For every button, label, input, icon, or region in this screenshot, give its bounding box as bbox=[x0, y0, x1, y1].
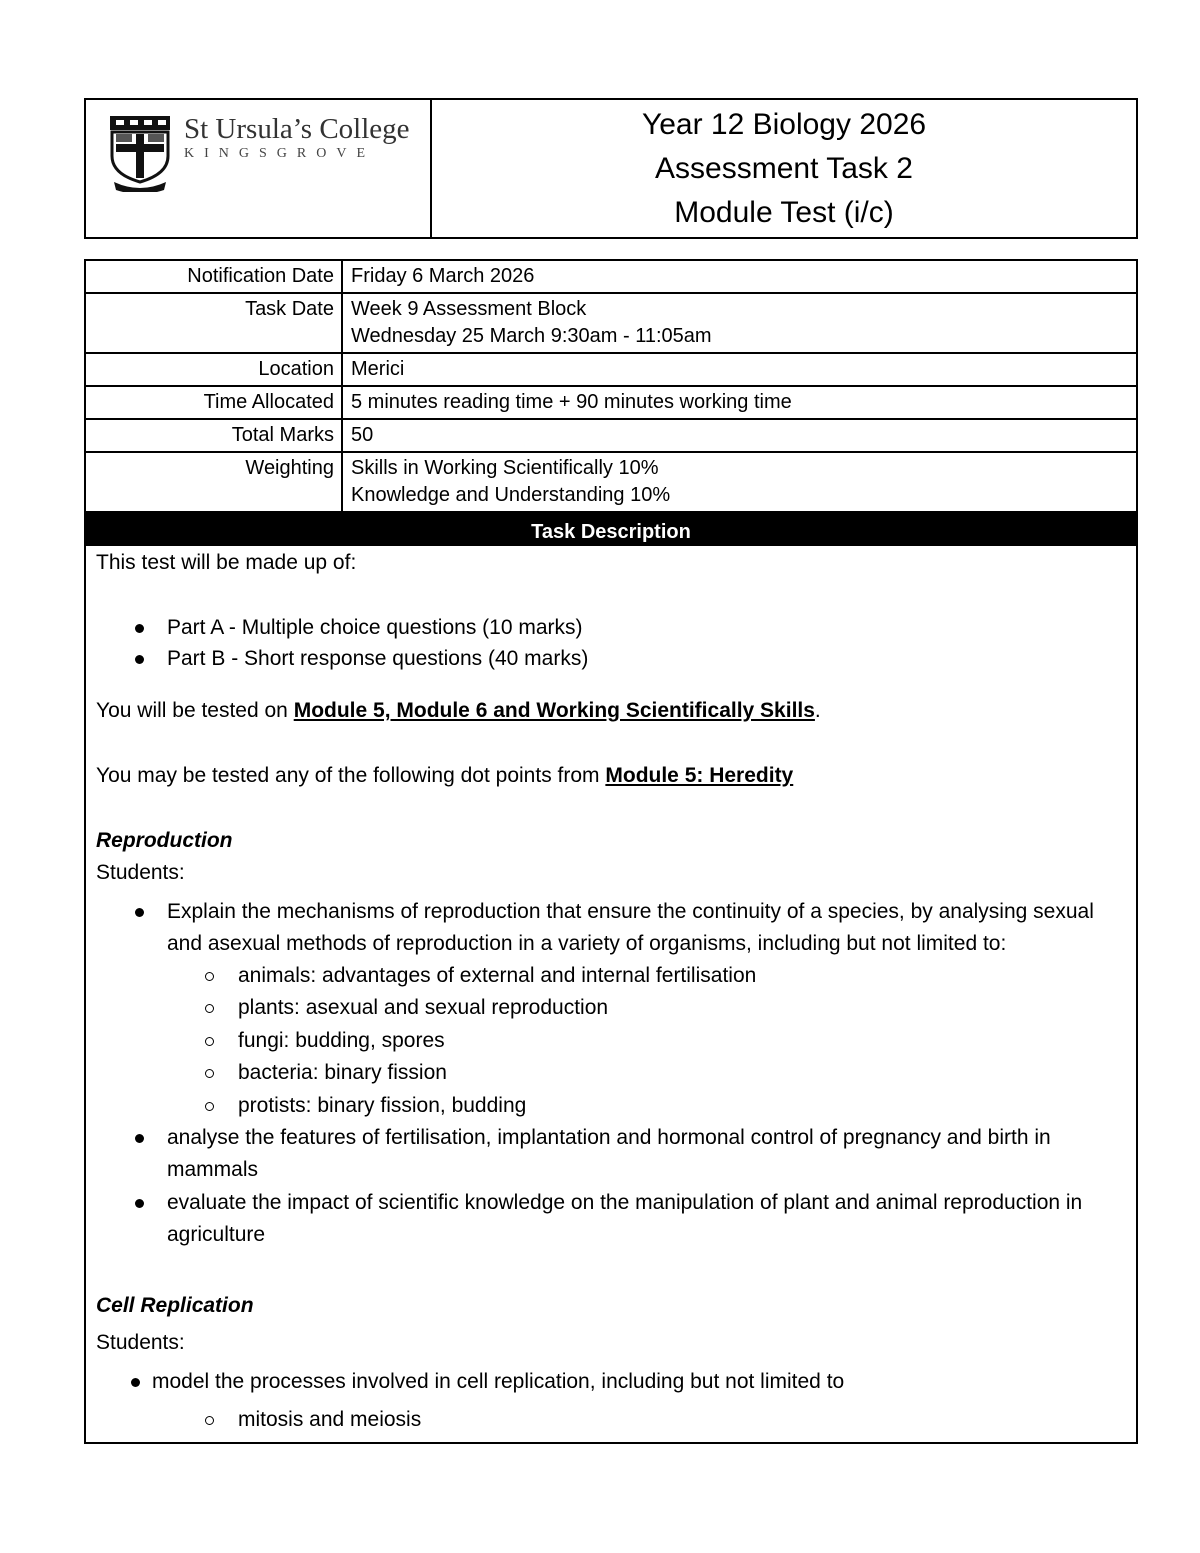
detail-value-line: 5 minutes reading time + 90 minutes working time bbox=[351, 391, 792, 413]
detail-label: Time Allocated bbox=[85, 386, 342, 419]
table-row bbox=[85, 353, 1137, 386]
section-title-cell-replication: Cell Replication bbox=[96, 1294, 254, 1317]
detail-value-line: Friday 6 March 2026 bbox=[351, 265, 535, 287]
sub-bullet-icon bbox=[205, 1102, 214, 1111]
sub-bullet-icon bbox=[205, 972, 214, 981]
detail-value bbox=[342, 452, 1137, 512]
bullet-icon bbox=[135, 624, 144, 633]
detail-label: Notification Date bbox=[85, 260, 342, 293]
part-b-item: Part B - Short response questions (40 marks) bbox=[167, 647, 589, 670]
list-item-continuation: and asexual methods of reproduction in a variety of organisms, including but not limited to: bbox=[167, 932, 1007, 955]
sub-bullet-icon bbox=[205, 1037, 214, 1046]
sub-bullet-icon bbox=[205, 1069, 214, 1078]
tested-on-modules: Module 5, Module 6 and Working Scientifically Skills bbox=[293, 699, 815, 722]
table-row bbox=[85, 260, 1137, 293]
sub-list-item: protists: binary fission, budding bbox=[238, 1094, 527, 1117]
list-item: analyse the features of fertilisation, implantation and hormonal control of pregnancy and birth in bbox=[167, 1126, 1051, 1149]
detail-value bbox=[342, 353, 1137, 386]
detail-value-line: Wednesday 25 March 9:30am - 11:05am bbox=[351, 325, 712, 347]
detail-value-line: Merici bbox=[351, 358, 405, 380]
students-label: Students: bbox=[96, 861, 185, 884]
dotpoints-prefix: You may be tested any of the following dot points from bbox=[96, 764, 606, 787]
section-title-reproduction: Reproduction bbox=[96, 829, 233, 852]
detail-value bbox=[342, 386, 1137, 419]
table-row bbox=[85, 452, 1137, 512]
list-item-continuation: mammals bbox=[167, 1158, 259, 1181]
title-line-3: Module Test (i/c) bbox=[674, 195, 894, 229]
detail-label: Total Marks bbox=[85, 419, 342, 452]
table-row bbox=[85, 293, 1137, 353]
bullet-icon bbox=[135, 655, 144, 664]
college-name-block bbox=[184, 114, 410, 162]
table-row bbox=[85, 386, 1137, 419]
tested-on-text bbox=[96, 697, 821, 725]
college-name: St Ursula’s College bbox=[184, 113, 410, 145]
detail-value-line: Week 9 Assessment Block bbox=[351, 298, 587, 320]
intro-text: This test will be made up of: bbox=[96, 551, 357, 574]
bullet-icon bbox=[135, 1134, 144, 1143]
detail-label: Weighting bbox=[85, 452, 342, 512]
sub-bullet-icon bbox=[205, 1416, 214, 1425]
detail-value-line: Knowledge and Understanding 10% bbox=[351, 484, 671, 506]
tested-on-suffix: . bbox=[814, 699, 821, 722]
detail-value-line: 50 bbox=[351, 424, 374, 446]
list-item: Explain the mechanisms of reproduction that ensure the continuity of a species, by analysing sexual bbox=[167, 900, 1094, 923]
document-header bbox=[84, 98, 1138, 239]
sub-list-item: fungi: budding, spores bbox=[238, 1029, 445, 1052]
detail-value-line: Skills in Working Scientifically 10% bbox=[351, 457, 659, 479]
bullet-icon bbox=[135, 908, 144, 917]
sub-list-item: bacteria: binary fission bbox=[238, 1061, 447, 1084]
document-title bbox=[432, 100, 1136, 237]
task-description-heading: Task Description bbox=[86, 514, 1136, 546]
task-details-table bbox=[84, 259, 1138, 513]
college-crest-icon bbox=[108, 114, 172, 192]
students-label: Students: bbox=[96, 1331, 185, 1354]
sub-list-item: plants: asexual and sexual reproduction bbox=[238, 996, 609, 1019]
list-item: evaluate the impact of scientific knowledge on the manipulation of plant and animal reproduction in bbox=[167, 1191, 1083, 1214]
dotpoints-module: Module 5: Heredity bbox=[605, 764, 794, 787]
detail-label: Location bbox=[85, 353, 342, 386]
list-item-continuation: agriculture bbox=[167, 1223, 266, 1246]
list-item: model the processes involved in cell replication, including but not limited to bbox=[152, 1370, 845, 1393]
table-row bbox=[85, 419, 1137, 452]
tested-on-prefix: You will be tested on bbox=[96, 699, 294, 722]
college-logo-block bbox=[86, 100, 432, 237]
detail-value bbox=[342, 260, 1137, 293]
sub-list-item: mitosis and meiosis bbox=[238, 1408, 422, 1431]
title-line-2: Assessment Task 2 bbox=[655, 151, 913, 185]
college-location: KINGSGROVE bbox=[184, 146, 375, 161]
task-description-box bbox=[84, 512, 1138, 1444]
dotpoints-text bbox=[96, 762, 793, 790]
detail-label: Task Date bbox=[85, 293, 342, 353]
part-a-item: Part A - Multiple choice questions (10 marks) bbox=[167, 616, 583, 639]
sub-bullet-icon bbox=[205, 1004, 214, 1013]
bullet-icon bbox=[131, 1378, 140, 1387]
bullet-icon bbox=[135, 1199, 144, 1208]
sub-list-item: animals: advantages of external and internal fertilisation bbox=[238, 964, 757, 987]
detail-value bbox=[342, 293, 1137, 353]
detail-value bbox=[342, 419, 1137, 452]
title-line-1: Year 12 Biology 2026 bbox=[641, 107, 927, 141]
